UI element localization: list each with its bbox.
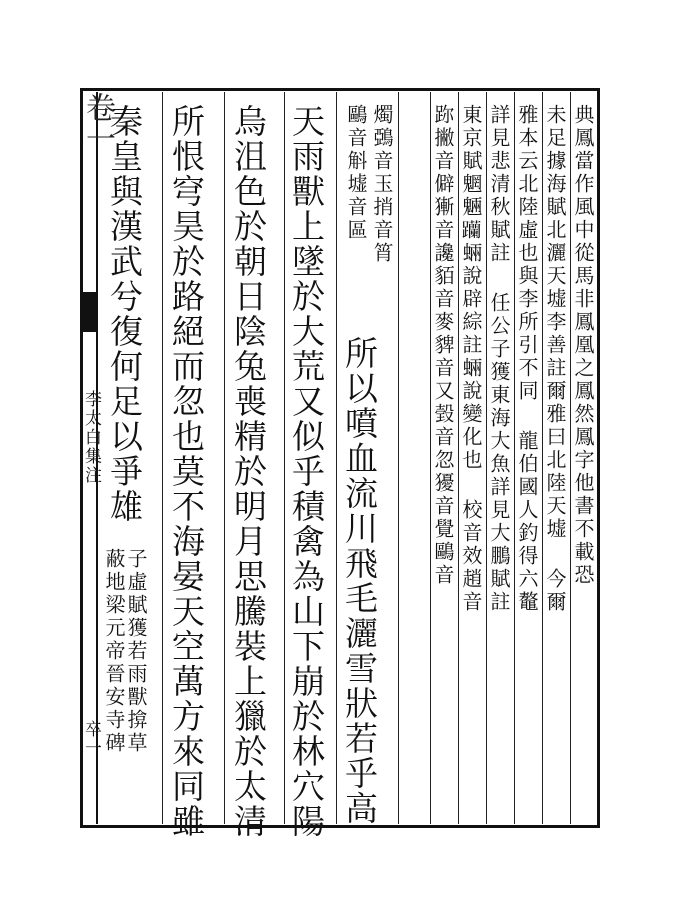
column-rule	[224, 92, 225, 824]
fishtail-mark	[82, 292, 96, 332]
text-column: 詳見悲清秋賦註 任公子獲東海大魚詳見大鵬賦註	[487, 104, 511, 614]
text-column: 子虛賦獲若雨獸揜草	[124, 548, 148, 755]
text-column: 烏沮色於朝日陰兔喪精於明月思騰裝上獵於太清	[229, 104, 268, 839]
text-column: 未足據海賦北灑天墟李善註爾雅曰北陸天墟 今爾	[543, 104, 567, 614]
column-rule	[336, 92, 337, 824]
text-column: 燭鵶音玉捎音筲	[370, 104, 394, 265]
text-column: 蔽地梁元帝晉安寺碑	[102, 548, 126, 755]
text-column: 天雨獸上墜於大荒又似乎積禽為山下崩於林穴陽	[287, 104, 326, 839]
text-column: 鷗音斛墟音區	[344, 104, 368, 242]
book-title: 李太白集注	[81, 390, 101, 485]
text-column: 䟢撇音僻獑音讒貊音麥貏音又㲄音忽獶音覺鷗音	[431, 104, 455, 587]
margin-title: 卷一	[80, 92, 115, 154]
column-rule	[398, 92, 399, 824]
text-column: 所恨穹昊於路絕而忽也莫不海晏天空萬方來同雖	[167, 104, 206, 839]
column-rule	[162, 92, 163, 824]
text-column: 雅本云北陸虛也與李所引不同 龍伯國人釣得六鼇	[515, 104, 539, 614]
text-column: 秦皇與漢武兮復何足以爭雄	[105, 104, 144, 524]
text-column: 典鳳當作風中從馬非鳳凰之鳳然鳳字他書不載恐	[571, 104, 595, 587]
page-number: 卒一	[81, 720, 101, 758]
text-column: 東京賦魍魎𨈆蜽說辟綜註蜽說變化也 校音效趙音	[459, 104, 483, 614]
text-column: 所以噴血流川飛毛灑雪狀若乎高	[340, 336, 379, 826]
column-rule	[284, 92, 285, 824]
